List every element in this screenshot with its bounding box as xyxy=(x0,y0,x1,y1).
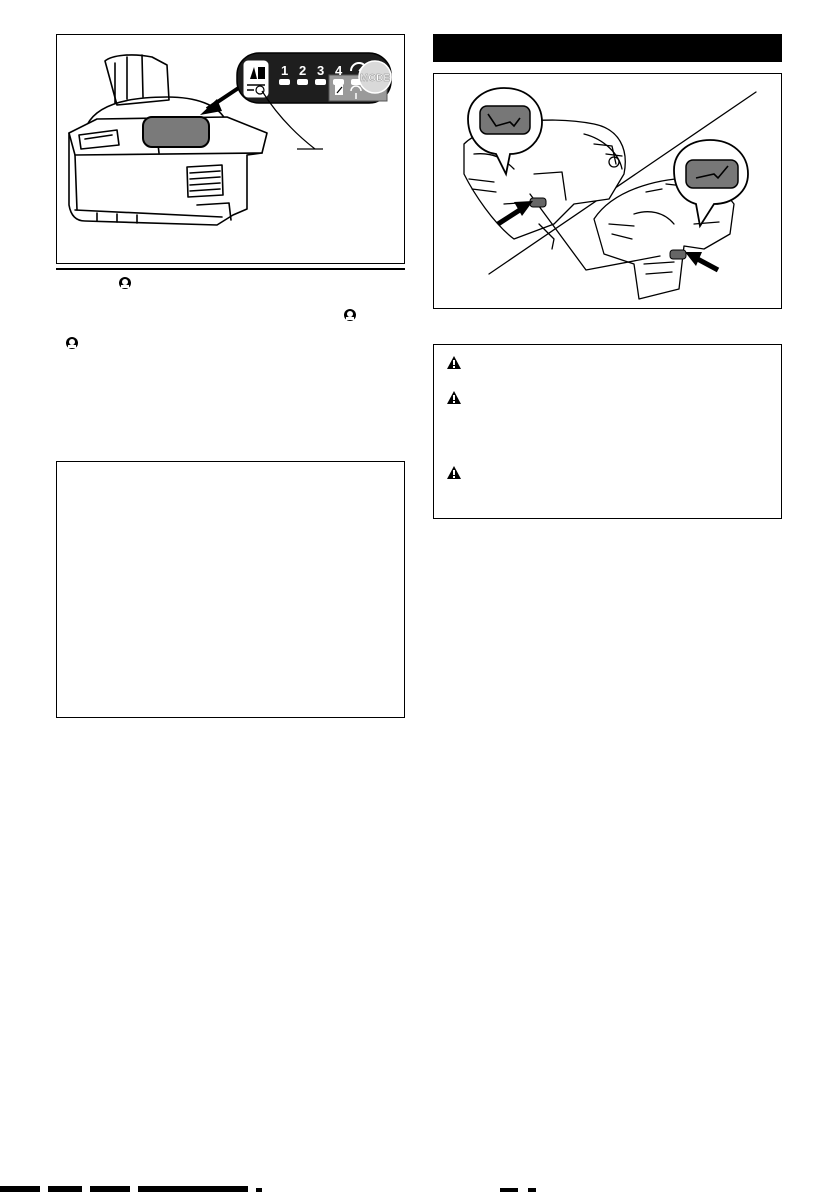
assist-mode-icon xyxy=(65,336,79,350)
figure-reversing-switch xyxy=(433,73,782,309)
figure-control-panel xyxy=(56,34,405,264)
figure-rule xyxy=(56,268,405,270)
control-panel-illustration xyxy=(57,35,403,262)
warning-triangle-icon xyxy=(446,465,462,480)
level-2-label: 2 xyxy=(299,63,307,78)
level-1-label: 1 xyxy=(281,63,289,78)
section-header-bar xyxy=(433,34,782,62)
led-4 xyxy=(333,79,344,85)
warning-box xyxy=(433,344,782,519)
led-2 xyxy=(297,79,308,85)
reversing-switch-illustration xyxy=(434,74,780,307)
assist-mode-icon xyxy=(343,308,357,322)
reversing-switch-lever xyxy=(530,198,546,207)
led-3 xyxy=(315,79,326,85)
notice-box xyxy=(56,461,405,718)
led-1 xyxy=(279,79,290,85)
mode-button-label: MODE xyxy=(360,73,390,84)
warning-triangle-icon xyxy=(446,355,462,370)
level-3-label: 3 xyxy=(317,63,325,78)
cropped-footer-strip xyxy=(0,1186,840,1192)
reversing-switch-lever xyxy=(670,250,686,259)
level-4-label: 4 xyxy=(335,63,343,78)
warning-triangle-icon xyxy=(446,390,462,405)
switch-left-side xyxy=(480,106,530,134)
assist-mode-icon xyxy=(118,276,132,290)
